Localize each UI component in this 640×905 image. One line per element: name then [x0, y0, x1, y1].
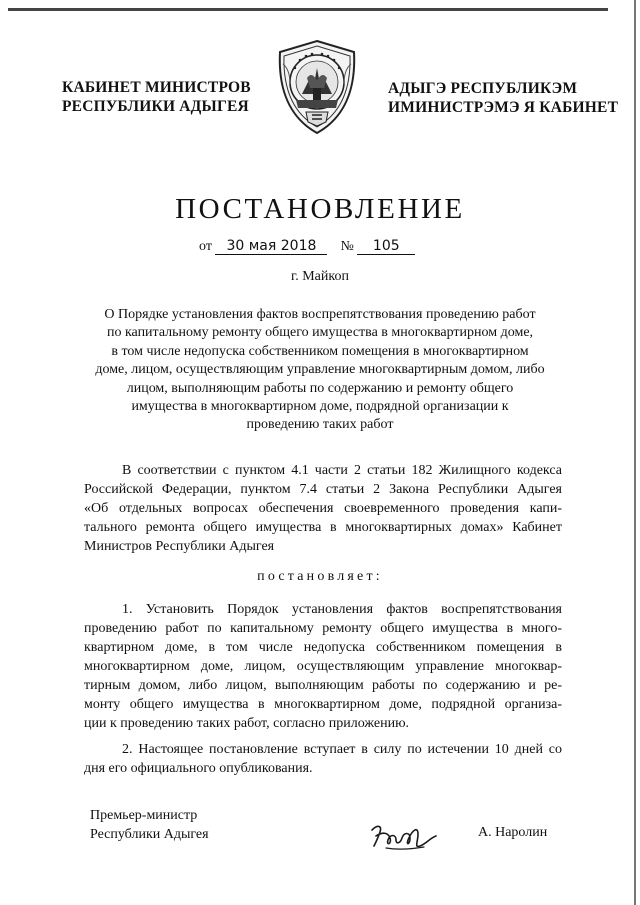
signatory-position-line1: Премьер-министр [90, 808, 198, 823]
document-number: 105 [357, 238, 415, 255]
item-1-line: проведению работ по капитальному ремонту общего имущества в много- [84, 621, 562, 636]
subject-line: лицом, выполняющим работы по содержанию и ремонту общего [126, 380, 514, 396]
scan-edge-top [8, 8, 608, 11]
header-right-line2: ИМИНИСТРЭМЭ Я КАБИНЕТ [388, 99, 619, 116]
preamble-line: тального ремонта общего имущества в многоквартирных домах» Кабинет [84, 520, 562, 535]
number-prefix: № [340, 239, 354, 254]
preamble-paragraph [84, 461, 562, 556]
signatory-position-line2: Республики Адыгея [90, 827, 209, 842]
subject-line: в том числе недопуска собственником помещения в многоквартирном [111, 343, 529, 359]
header-right-line1: АДЫГЭ РЕСПУБЛИКЭМ [388, 80, 578, 97]
document-city: г. Майкоп [291, 269, 349, 284]
subject-line: по капитальному ремонту общего имущества в многоквартирном доме, [106, 325, 534, 341]
preamble-line: Российской Федерации, пунктом 7.4 статьи 2 Закона Республики Адыгея [84, 482, 562, 497]
signatory-position [90, 806, 209, 844]
header-left-line1: КАБИНЕТ МИНИСТРОВ [62, 79, 251, 96]
date-number-line [199, 238, 415, 255]
subject-line: проведению таких работ [246, 417, 394, 433]
document-subject [85, 306, 555, 435]
document-date: 30 мая 2018 [215, 238, 327, 255]
item-1-line: монту общего имущества в многоквартирном доме, подрядной организа- [84, 697, 562, 712]
decree-word: постановляет: [257, 569, 383, 584]
header-left [62, 78, 262, 116]
date-prefix: от [199, 239, 212, 254]
item-1-line: многоквартирном доме, лицом, осуществляющим управление многоквар- [84, 659, 562, 674]
item-1-paragraph [84, 600, 562, 733]
handwritten-signature [368, 818, 440, 854]
coat-of-arms-icon [274, 38, 360, 136]
preamble-line: «Об отдельных вопросах обеспечения своевременного проведения капи- [84, 501, 562, 516]
subject-line: имущества в многоквартирном доме, подрядной организации к [131, 399, 509, 415]
item-2-line: дня его официального опубликования. [84, 761, 313, 776]
signatory-name: А. Наролин [478, 825, 548, 840]
item-2-line: 2. Настоящее постановление вступает в силу по истечении 10 дней со [122, 742, 562, 757]
document-title: ПОСТАНОВЛЕНИЕ [175, 193, 465, 225]
item-1-line: 1. Установить Порядок установления фактов воспрепятствования [122, 602, 562, 617]
item-2-paragraph [84, 740, 562, 778]
item-1-line: квартирном доме, в том числе недопуска собственником помещения в [84, 640, 562, 655]
preamble-line: Министров Республики Адыгея [84, 539, 275, 554]
preamble-line: В соответствии с пунктом 4.1 части 2 статьи 182 Жилищного кодекса [122, 463, 562, 478]
item-1-line: тирным домом, либо лицом, выполняющим работы по содержанию и ре- [84, 678, 562, 693]
subject-line: О Порядке установления фактов воспрепятствования проведению работ [104, 307, 536, 322]
header-left-line2: РЕСПУБЛИКИ АДЫГЕЯ [62, 98, 249, 115]
header-right [388, 79, 628, 117]
subject-line: доме, лицом, осуществляющим управление многоквартирным домом, либо [95, 362, 545, 378]
item-1-line: ции к проведению таких работ, согласно приложению. [84, 716, 410, 731]
scan-edge-right [634, 0, 636, 905]
